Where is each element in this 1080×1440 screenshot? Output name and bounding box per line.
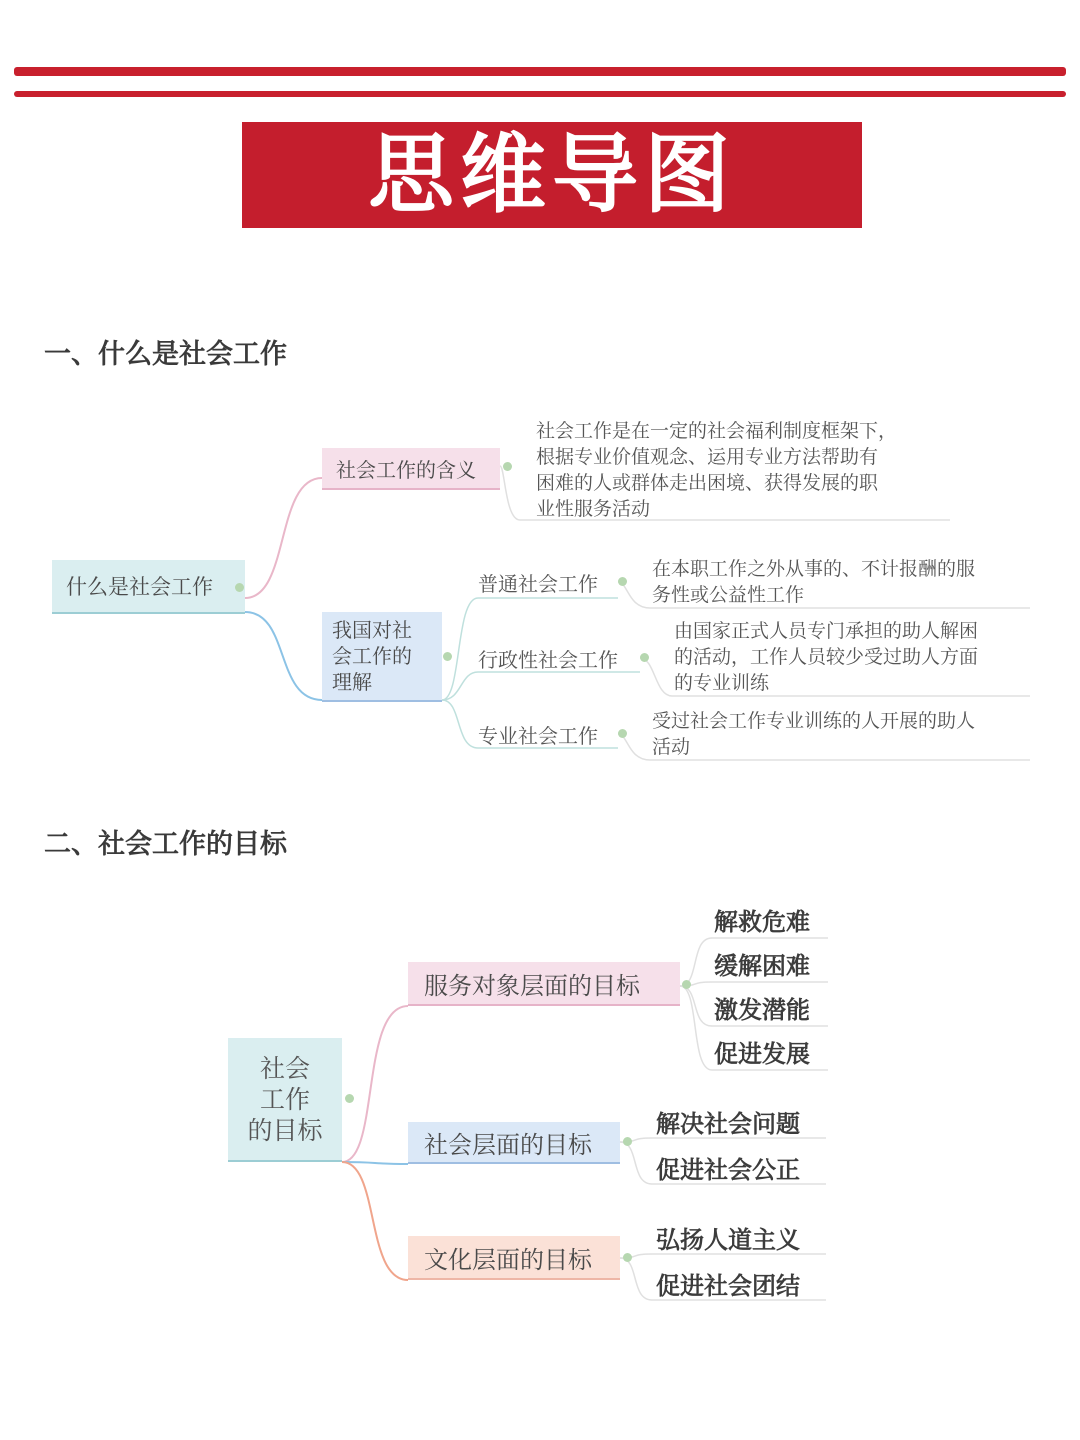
text-line: 根据专业价值观念、运用专业方法帮助有 xyxy=(536,446,879,468)
node-cultural-level-goals[interactable]: 文化层面的目标 xyxy=(408,1236,620,1280)
text-line: 的专业训练 xyxy=(674,672,770,694)
node-administrative-social-work[interactable]: 行政性社会工作 xyxy=(478,648,618,672)
text-line: 由国家正式人员专门承担的助人解困 xyxy=(674,620,979,642)
text-line: 会工作的 xyxy=(332,644,412,668)
node-dot xyxy=(623,1253,632,1262)
root-node-social-work-goals[interactable] xyxy=(228,1038,342,1162)
node-dot xyxy=(682,980,691,989)
text-line: 理解 xyxy=(332,670,372,694)
leaf-goal[interactable]: 缓解困难 xyxy=(714,952,810,980)
node-dot xyxy=(640,653,649,662)
text-line: 社会工作是在一定的社会福利制度框架下， xyxy=(536,420,898,442)
professional-social-work-text xyxy=(652,708,975,760)
leaf-goal[interactable]: 促进社会公正 xyxy=(656,1156,800,1184)
leaf-goal[interactable]: 弘扬人道主义 xyxy=(656,1226,800,1254)
text-line: 困难的人或群体走出困境、获得发展的职 xyxy=(536,472,879,494)
leaf-goal[interactable]: 解决社会问题 xyxy=(656,1110,800,1138)
meaning-text xyxy=(536,418,897,522)
text-line: 社会 xyxy=(259,1053,310,1083)
node-professional-social-work[interactable]: 专业社会工作 xyxy=(478,724,598,748)
administrative-social-work-text xyxy=(674,618,978,696)
text-line: 的活动，工作人员较少受过助人方面 xyxy=(674,646,979,668)
node-client-level-goals[interactable]: 服务对象层面的目标 xyxy=(408,962,680,1006)
node-dot xyxy=(623,1137,632,1146)
section2-heading: 二、社会工作的目标 xyxy=(44,829,287,860)
leaf-goal[interactable]: 促进社会团结 xyxy=(656,1272,800,1300)
node-social-level-goals[interactable]: 社会层面的目标 xyxy=(408,1122,620,1164)
node-meaning[interactable]: 社会工作的含义 xyxy=(322,448,500,490)
text-line: 的目标 xyxy=(247,1115,323,1145)
text-line: 我国对社 xyxy=(332,618,412,642)
node-dot xyxy=(618,729,627,738)
text-line: 工作 xyxy=(259,1084,310,1114)
section1-heading: 一、什么是社会工作 xyxy=(44,339,287,370)
node-dot xyxy=(618,577,627,586)
node-dot xyxy=(443,652,452,661)
leaf-goal[interactable]: 激发潜能 xyxy=(714,996,810,1024)
title-banner: 思维导图 xyxy=(242,122,862,228)
text-line: 在本职工作之外从事的、不计报酬的服 xyxy=(652,558,976,580)
text-line: 活动 xyxy=(652,736,691,758)
text-line: 务性或公益性工作 xyxy=(652,584,805,606)
text-line: 受过社会工作专业训练的人开展的助人 xyxy=(652,710,976,732)
node-dot xyxy=(503,462,512,471)
node-general-social-work[interactable]: 普通社会工作 xyxy=(478,572,598,596)
general-social-work-text xyxy=(652,556,975,608)
leaf-goal[interactable]: 促进发展 xyxy=(714,1040,810,1068)
node-dot xyxy=(235,583,244,592)
node-dot xyxy=(345,1094,354,1103)
root-node-what-is-social-work[interactable]: 什么是社会工作 xyxy=(52,560,245,614)
node-understanding[interactable] xyxy=(322,612,442,702)
leaf-goal[interactable]: 解救危难 xyxy=(714,908,810,936)
text-line: 业性服务活动 xyxy=(536,498,651,520)
